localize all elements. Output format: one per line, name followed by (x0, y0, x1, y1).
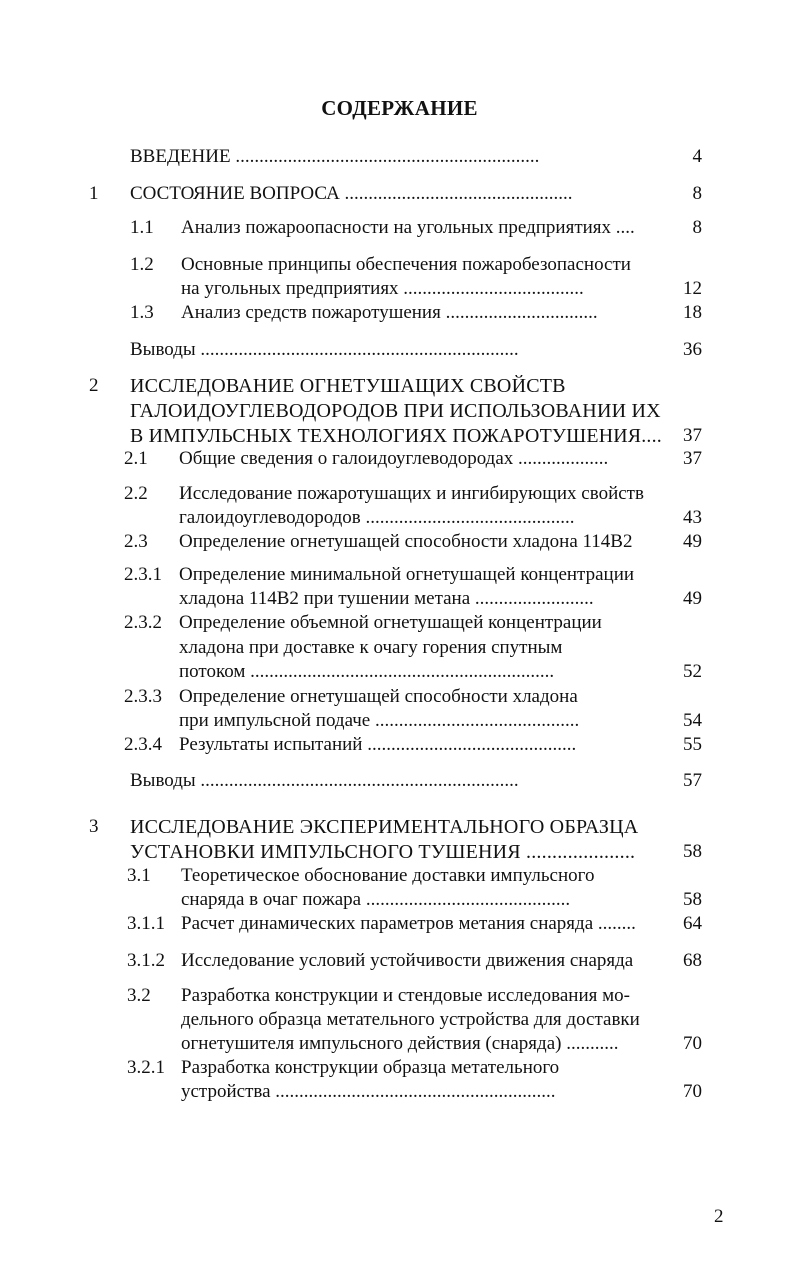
toc-entry-text: Выводы ................................................................... (130, 770, 519, 791)
toc-page: 57 (683, 770, 702, 791)
toc-page: 64 (683, 913, 702, 934)
toc-entry-text: огнетушителя импульсного действия (снаряда) ........... (181, 1033, 619, 1054)
toc-number: 2.3.2 (124, 612, 162, 633)
toc-number: 1 (89, 183, 99, 204)
toc-entry-text: Определение огнетушащей способности хладона (179, 686, 578, 707)
toc-entry-text: ВВЕДЕНИЕ ................................................................ (130, 146, 540, 167)
toc-entry-text: на угольных предприятиях ...................................... (181, 278, 584, 299)
toc-page: 8 (692, 217, 702, 238)
toc-entry-text: Исследование условий устойчивости движения снаряда (181, 950, 634, 971)
toc-number: 3 (89, 816, 99, 837)
toc-page: 49 (683, 531, 702, 552)
toc-entry-text: Определение огнетушащей способности хладона 114В2 (179, 531, 633, 552)
toc-page: 52 (683, 661, 702, 682)
toc-number: 3.1 (127, 865, 151, 886)
toc-page: 8 (692, 183, 702, 204)
toc-number: 2.1 (124, 448, 148, 469)
toc-entry-text: Теоретическое обоснование доставки импульсного (181, 865, 595, 886)
toc-entry-text: Результаты испытаний ............................................ (179, 734, 577, 755)
toc-page: 58 (683, 841, 702, 862)
toc-number: 1.2 (130, 254, 154, 275)
toc-number: 2 (89, 375, 99, 396)
toc-page: 58 (683, 889, 702, 910)
toc-number: 3.2 (127, 985, 151, 1006)
toc-number: 2.3 (124, 531, 148, 552)
toc-page: 70 (683, 1081, 702, 1102)
toc-entry-text: Определение минимальной огнетушащей концентрации (179, 564, 635, 585)
toc-entry-text: Анализ средств пожаротушения ................................ (181, 302, 598, 323)
toc-number: 1.3 (130, 302, 154, 323)
toc-number: 3.1.2 (127, 950, 165, 971)
toc-number: 2.3.1 (124, 564, 162, 585)
toc-entry-text: СОСТОЯНИЕ ВОПРОСА ................................................ (130, 183, 573, 204)
toc-entry-text: Разработка конструкции образца метательного (181, 1057, 560, 1078)
toc-number: 1.1 (130, 217, 154, 238)
toc-entry-text: УСТАНОВКИ ИМПУЛЬСНОГО ТУШЕНИЯ ..................... (130, 841, 636, 863)
toc-entry-text: дельного образца метательного устройства для доставки (181, 1009, 640, 1030)
page-number: 2 (714, 1206, 724, 1227)
toc-entry-text: хладона при доставке к очагу горения спутным (179, 637, 563, 658)
toc-entry-text: хладона 114В2 при тушении метана ......................... (179, 588, 594, 609)
toc-number: 3.1.1 (127, 913, 165, 934)
toc-page: 36 (683, 339, 702, 360)
toc-entry-text: Разработка конструкции и стендовые исследования мо- (181, 985, 630, 1006)
toc-page: 37 (683, 448, 702, 469)
toc-page: 49 (683, 588, 702, 609)
toc-number: 2.3.3 (124, 686, 162, 707)
page-title: СОДЕРЖАНИЕ (321, 96, 478, 120)
toc-page: 18 (683, 302, 702, 323)
toc-entry-text: Расчет динамических параметров метания снаряда ........ (181, 913, 636, 934)
toc-entry-text: ИССЛЕДОВАНИЕ ЭКСПЕРИМЕНТАЛЬНОГО ОБРАЗЦА (130, 816, 639, 838)
toc-entry-text: Исследование пожаротушащих и ингибирующих свойств (179, 483, 644, 504)
toc-entry-text: при импульсной подаче ........................................... (179, 710, 580, 731)
toc-page: 12 (683, 278, 702, 299)
toc-entry-text: ИССЛЕДОВАНИЕ ОГНЕТУШАЩИХ СВОЙСТВ (130, 375, 566, 397)
toc-page: 37 (683, 425, 702, 446)
toc-entry-text: Общие сведения о галоидоуглеводородах ................... (179, 448, 609, 469)
toc-number: 3.2.1 (127, 1057, 165, 1078)
toc-entry-text: галоидоуглеводородов ............................................ (179, 507, 575, 528)
toc-entry-text: снаряда в очаг пожара ........................................... (181, 889, 571, 910)
toc-entry-text: потоком ................................................................ (179, 661, 555, 682)
toc-number: 2.3.4 (124, 734, 162, 755)
toc-number: 2.2 (124, 483, 148, 504)
toc-page: 43 (683, 507, 702, 528)
toc-entry-text: Определение объемной огнетушащей концентрации (179, 612, 602, 633)
toc-page: 70 (683, 1033, 702, 1054)
toc-entry-text: ГАЛОИДОУГЛЕВОДОРОДОВ ПРИ ИСПОЛЬЗОВАНИИ ИХ (130, 400, 661, 422)
toc-page: 54 (683, 710, 702, 731)
toc-entry-text: Выводы ................................................................... (130, 339, 519, 360)
toc-page: 68 (683, 950, 702, 971)
toc-entry-text: устройства ........................................................... (181, 1081, 556, 1102)
toc-page: 55 (683, 734, 702, 755)
toc-entry-text: В ИМПУЛЬСНЫХ ТЕХНОЛОГИЯХ ПОЖАРОТУШЕНИЯ.... (130, 425, 662, 447)
toc-entry-text: Анализ пожароопасности на угольных предприятиях .... (181, 217, 635, 238)
toc-entry-text: Основные принципы обеспечения пожаробезопасности (181, 254, 631, 275)
toc-page: 4 (692, 146, 702, 167)
